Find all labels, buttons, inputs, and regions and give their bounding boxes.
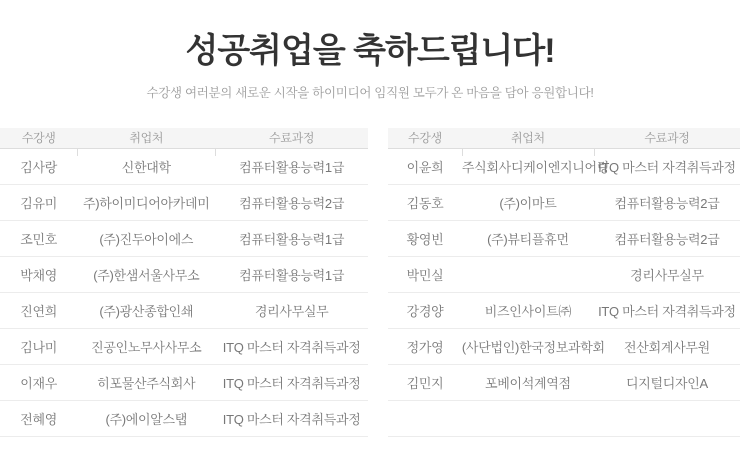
table-cell: 컴퓨터활용능력1급 [215,149,368,185]
table-cell: 이재우 [0,365,77,401]
placement-table-right [388,128,740,438]
table-row [388,293,740,329]
table-cell: 비즈인사이트㈜ [462,293,594,329]
table-cell: 컴퓨터활용능력2급 [594,185,740,221]
column-header: 수강생 [388,128,462,149]
table-cell: (주)이마트 [462,185,594,221]
table-row [0,293,368,329]
table-cell: 김유미 [0,185,77,221]
table-row [0,401,368,437]
table-row [0,329,368,365]
table-row [0,365,368,401]
table-cell [594,401,740,437]
table-cell: 포베이석계역점 [462,365,594,401]
table-cell: 전혜영 [0,401,77,437]
column-header: 수료과정 [215,128,368,149]
table-cell: 박민실 [388,257,462,293]
table-cell: ITQ 마스터 자격취득과정 [215,401,368,437]
table-cell: 김나미 [0,329,77,365]
table-cell: 컴퓨터활용능력2급 [215,185,368,221]
page-subtitle: 수강생 여러분의 새로운 시작을 하이미디어 임직원 모두가 온 마음을 담아 응원합니다! [146,85,594,100]
table-cell: 컴퓨터활용능력1급 [215,221,368,257]
table-cell: ITQ 마스터 자격취득과정 [215,329,368,365]
table-row [0,221,368,257]
table-cell: 컴퓨터활용능력1급 [215,257,368,293]
placement-table-left [0,128,368,438]
table-cell: 김동호 [388,185,462,221]
table-cell: 조민호 [0,221,77,257]
column-header: 수료과정 [594,128,740,149]
page-title: 성공취업을 축하드립니다! [185,32,555,70]
table-row [388,149,740,185]
table-cell: 히포물산주식회사 [77,365,215,401]
table-row [388,257,740,293]
table-row [0,257,368,293]
table-cell: 진공인노무사사무소 [77,329,215,365]
table-cell: 주)하이미디어아카데미 [77,185,215,221]
table-cell: 주식회사디케이엔지니어링 [462,149,594,185]
table-cell: (주)진두아이에스 [77,221,215,257]
table-row [388,329,740,365]
table-cell: 황영빈 [388,221,462,257]
table-cell: 컴퓨터활용능력2급 [594,221,740,257]
header-row [388,128,740,149]
table-cell: (주)에이알스탭 [77,401,215,437]
header-row [0,128,368,149]
table-cell: (주)뷰티플휴먼 [462,221,594,257]
table-cell [462,257,594,293]
table-cell: 디지털디자인A [594,365,740,401]
table-cell: 김민지 [388,365,462,401]
table-cell: 진연희 [0,293,77,329]
table-cell: 전산회계사무원 [594,329,740,365]
column-header: 수강생 [0,128,77,149]
table-cell: 경리사무실무 [594,257,740,293]
table-cell: (주)광산종합인쇄 [77,293,215,329]
table-cell: ITQ 마스터 자격취득과정 [215,365,368,401]
table-row [388,401,740,437]
table-cell: (사단법인)한국정보과학회 [462,329,594,365]
table-cell: 정가영 [388,329,462,365]
table-cell: 김사랑 [0,149,77,185]
table-cell: 경리사무실무 [215,293,368,329]
table-cell [388,401,462,437]
table-cell: (주)한샘서울사무소 [77,257,215,293]
table-row [388,365,740,401]
table-cell: 박채영 [0,257,77,293]
tables-section [0,128,740,438]
table-cell: ITQ 마스터 자격취득과정 [594,293,740,329]
table-cell: 강경양 [388,293,462,329]
table-cell: ITQ 마스터 자격취득과정 [594,149,740,185]
table-row [388,185,740,221]
table-row [0,149,368,185]
table-row [0,185,368,221]
table-cell: 이윤희 [388,149,462,185]
table-row [388,221,740,257]
hero-section [0,0,740,101]
column-header: 취업처 [77,128,215,149]
table-cell: 신한대학 [77,149,215,185]
column-header: 취업처 [462,128,594,149]
table-cell [462,401,594,437]
